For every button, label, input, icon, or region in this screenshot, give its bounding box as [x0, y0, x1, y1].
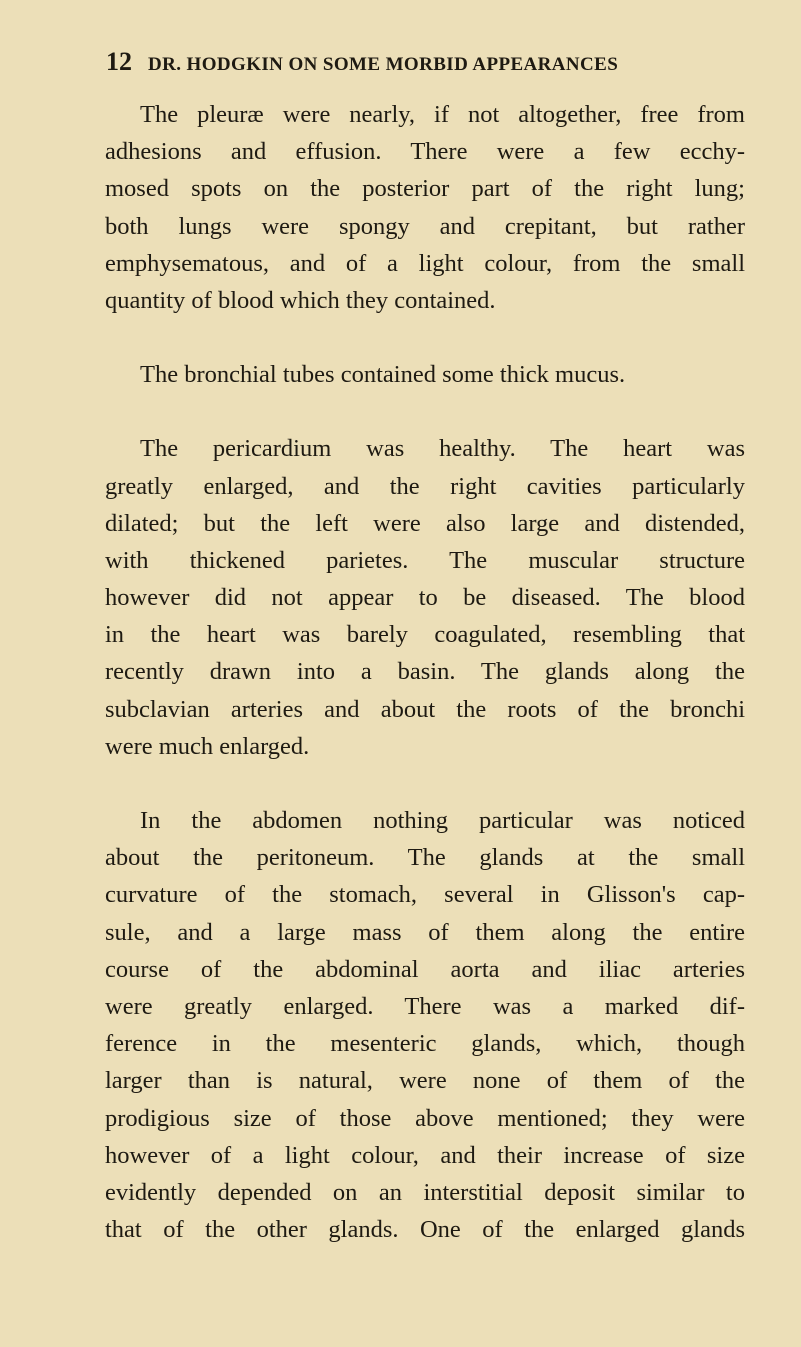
- text-line: The pericardium was healthy. The heart was: [140, 435, 745, 463]
- text-line: with thickened parietes. The muscular structure: [105, 546, 745, 574]
- text-line: both lungs were spongy and crepitant, but rather: [105, 212, 745, 240]
- text-line: dilated; but the left were also large and distended,: [105, 509, 745, 537]
- text-line: however did not appear to be diseased. The blood: [105, 584, 745, 612]
- text-line: in the heart was barely coagulated, resembling that: [105, 621, 745, 649]
- text-line: mosed spots on the posterior part of the right lung;: [105, 175, 745, 203]
- paragraph: [105, 802, 745, 1248]
- text-line: The bronchial tubes contained some thick mucus.: [140, 361, 626, 389]
- text-line: that of the other glands. One of the enlarged glands: [105, 1216, 745, 1244]
- text-line: In the abdomen nothing particular was noticed: [140, 807, 745, 834]
- text-line: sule, and a large mass of them along the entire: [105, 918, 745, 946]
- text-line: course of the abdominal aorta and iliac arteries: [105, 955, 745, 983]
- text-line: curvature of the stomach, several in Glisson's cap-: [105, 881, 745, 909]
- text-line: subclavian arteries and about the roots of the bronchi: [105, 695, 745, 723]
- text-line: were much enlarged.: [105, 732, 310, 760]
- text-line: larger than is natural, were none of them of the: [105, 1067, 745, 1095]
- text-line: however of a light colour, and their increase of size: [105, 1141, 745, 1169]
- paragraph: [105, 96, 745, 319]
- text-line: were greatly enlarged. There was a marked dif-: [105, 992, 745, 1020]
- text-line: prodigious size of those above mentioned; they were: [105, 1104, 745, 1132]
- paragraph: [105, 356, 745, 393]
- text-line: The pleuræ were nearly, if not altogether, free from: [140, 101, 745, 128]
- text-line: adhesions and effusion. There were a few ecchy-: [105, 138, 745, 166]
- text-line: emphysematous, and of a light colour, from the small: [105, 249, 745, 277]
- running-header: [106, 47, 746, 77]
- body-text: [105, 96, 745, 1285]
- running-title: DR. HODGKIN ON SOME MORBID APPEARANCES: [148, 54, 619, 75]
- text-line: ference in the mesenteric glands, which, though: [105, 1030, 745, 1058]
- page-number: 12: [106, 47, 132, 76]
- text-line: evidently depended on an interstitial deposit similar to: [105, 1178, 745, 1206]
- paragraph: [105, 430, 745, 765]
- text-line: quantity of blood which they contained.: [105, 286, 496, 314]
- text-line: greatly enlarged, and the right cavities particularly: [105, 472, 745, 500]
- text-line: recently drawn into a basin. The glands along the: [105, 658, 745, 686]
- text-line: about the peritoneum. The glands at the small: [105, 844, 745, 872]
